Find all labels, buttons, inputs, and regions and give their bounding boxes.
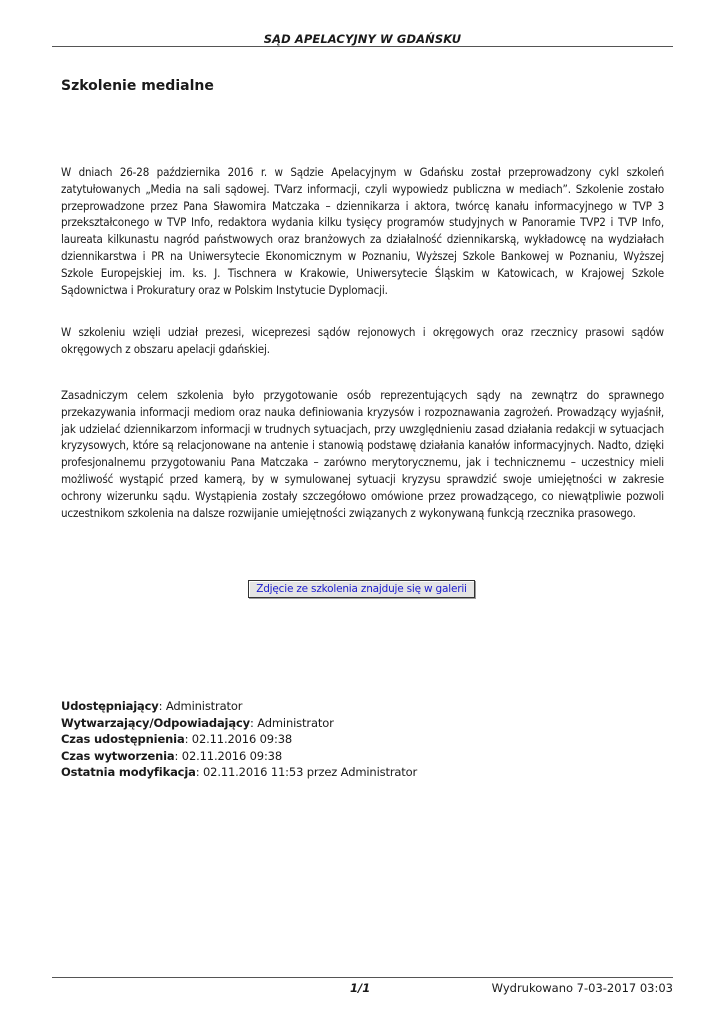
meta-label: Ostatnia modyfikacja [61,765,196,780]
meta-row-published-time [61,731,417,748]
court-name: SĄD APELACYJNY W GDAŃSKU [263,32,462,46]
meta-value: : 02.11.2016 11:53 przez Administrator [195,765,418,780]
meta-value: : 02.11.2016 09:38 [174,748,283,763]
meta-row-created-time [61,748,417,765]
print-timestamp: Wydrukowano 7-03-2017 03:03 [491,981,673,995]
page-title: Szkolenie medialne [61,78,214,94]
meta-row-author [61,715,417,732]
meta-label: Czas udostępnienia [61,732,185,747]
meta-row-last-modified [61,764,417,781]
article-paragraph-3: Zasadniczym celem szkolenia było przygotowanie osób reprezentujących sądy na zewnątrz do sprawnego przekazywania informacji mediom oraz nauka definiowania kryzysów i rozpoznawania zagrożeń. Prowadzący wyjaśnił, jak udzielać dziennikarzom informacji w trudnych sytuacjach, przy uwzględnieniu zasad działania redakcji w sytuacjach kryzysowych, które są relacjonowane na antenie i stanowią podstawę działania kanałów informacyjnych. Nadto, dzięki profesjonalnemu przygotowaniu Pana Matczaka – zarówno merytorycznemu, jak i technicznemu – uczestnicy mieli możliwość wystąpić przed kamerą, by w symulowanej sytuacji kryzysu sprawdzić swoje umiejętności w zakresie ochrony wizerunku sądu. Wystąpienia zostały szczegółowo omówione przez prowadzącego, co niewątpliwie pozwoli uczestnikom szkolenia na dalsze rozwijanie umiejętności związanych z wykonywaną funkcją rzecznika prasowego. [61,388,664,520]
meta-label: Wytwarzający/Odpowiadający [61,715,250,730]
meta-value: : Administrator [158,699,243,713]
page-header [52,28,673,47]
meta-label: Udostępniający [61,699,159,713]
page-footer [52,977,673,998]
document-metadata [61,698,417,781]
meta-label: Czas wytworzenia [61,748,175,763]
meta-row-publisher [61,698,417,715]
article-paragraph-1: W dniach 26-28 października 2016 r. w Sądzie Apelacyjnym w Gdańsku został przeprowadzony cykl szkoleń zatytułowanych „Media na sali sądowej. TVarz informacji, czyli wypowiedz publiczna w mediach”. Szkolenie zostało przeprowadzone przez Pana Sławomira Matczaka – dziennikarza i aktora, twórcę kanału informacyjnego w TVP 3 przekształconego w TVP Info, redaktora wydania kilku tysięcy programów studyjnych w Panoramie TVP2 i TVP Info, laureata kilkunastu nagród państwowych oraz branżowych za działalność dziennikarską, wykładowcę na wydziałach dziennikarstwa i PR na Uniwersytecie Ekonomicznym w Poznaniu, Wyższej Szkole Bankowej w Poznaniu, Wyższej Szkole Europejskiej im. ks. J. Tischnera w Krakowie, Uniwersytecie Śląskim w Katowicach, w Krajowej Szkole Sądownictwa i Prokuratury oraz w Polskim Instytucie Dyplomacji. [61,165,664,297]
meta-value: : Administrator [249,715,334,730]
meta-value: : 02.11.2016 09:38 [184,732,293,747]
page-number: 1/1 [350,981,371,995]
article-paragraph-2: W szkoleniu wzięli udział prezesi, wiceprezesi sądów rejonowych i okręgowych oraz rzecznicy prasowi sądów okręgowych z obszaru apelacji gdańskiej. [61,325,664,356]
gallery-link-button[interactable]: Zdjęcie ze szkolenia znajduje się w galerii [248,580,475,598]
